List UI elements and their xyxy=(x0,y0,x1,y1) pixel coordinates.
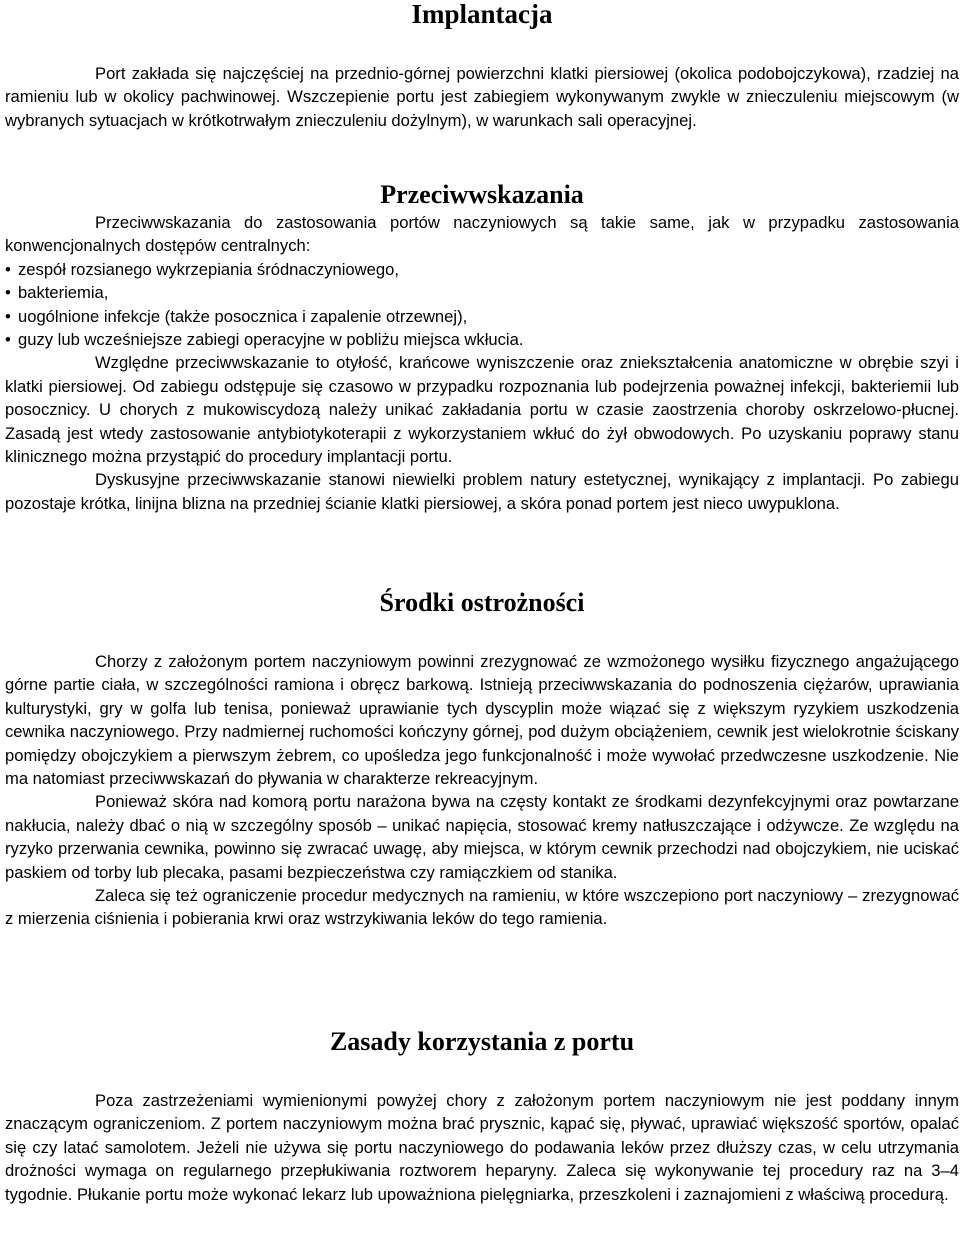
bullet-icon: • xyxy=(5,259,11,279)
list-item xyxy=(5,328,959,351)
list-item xyxy=(5,281,959,304)
contraindications-heading: Przeciwwskazania xyxy=(380,180,584,209)
page-title: Implantacja xyxy=(411,0,553,29)
bullet-icon: • xyxy=(5,283,11,303)
bullet-icon: • xyxy=(5,330,11,350)
precautions-heading: Środki ostrożności xyxy=(379,588,585,617)
debatable-contraindication-paragraph: Dyskusyjne przeciwwskazanie stanowi niewielki problem natury estetycznej, wynikający z implantacji. Po zabiegu pozostaje krótka, linijna blizna na przedniej ścianie klatki piersiowej, a skóra ponad portem jest nieco uwypuklona. xyxy=(5,470,959,513)
list-item-text: zespół rozsianego wykrzepiania śródnaczyniowego, xyxy=(18,259,399,279)
precautions-paragraph-2: Ponieważ skóra nad komorą portu narażona bywa na częsty kontakt ze środkami dezynfekcyjnymi oraz powtarzane nakłucia, należy dbać o nią w szczególny sposób – unikać napięcia, stosować kremy natłuszczające i odżywcze. Ze względu na ryzyko przerwania cewnika, powinno się zwracać uwagę, aby miejsca, w którym cewnik przechodzi nad obojczykiem, nie uciskać paskiem od torby lub plecaka, pasami bezpieczeństwa czy ramiączkiem od stanika. xyxy=(5,792,959,882)
precautions-paragraph-3: Zaleca się też ograniczenie procedur medycznych na ramieniu, w które wszczepiono port naczyniowy – zrezygnować z mierzenia ciśnienia i pobierania krwi oraz wstrzykiwania leków do tego ramienia. xyxy=(5,886,959,929)
list-item xyxy=(5,258,959,281)
list-item-text: bakteriemia, xyxy=(18,283,109,303)
implantation-paragraph: Port zakłada się najczęściej na przednio-górnej powierzchni klatki piersiowej (okolica podobojczykowa), rzadziej na ramieniu lub w okolicy pachwinowej. Wszczepienie portu jest zabiegiem wykonywanym zwykle w znieczuleniu miejscowym (w wybranych sytuacjach w krótkotrwałym znieczuleniu dożylnym), w warunkach sali operacyjnej. xyxy=(5,64,959,130)
contraindications-section xyxy=(5,211,959,515)
usage-rules-heading: Zasady korzystania z portu xyxy=(329,1027,635,1056)
implantation-section xyxy=(5,62,959,132)
contraindications-intro: Przeciwwskazania do zastosowania portów naczyniowych są takie same, jak w przypadku zastosowania konwencjonalnych dostępów centralnych: xyxy=(5,213,959,256)
precautions-section xyxy=(5,650,959,931)
list-item xyxy=(5,305,959,328)
contraindications-list xyxy=(5,258,959,352)
precautions-paragraph-1: Chorzy z założonym portem naczyniowym powinni zrezygnować ze wzmożonego wysiłku fizycznego angażującego górne partie ciała, w szczególności ramiona i obręcz barkową. Istnieją przeciwwskazania do podnoszenia ciężarów, uprawiania kulturystyki, gry w golfa lub tenisa, ponieważ uprawianie tych dyscyplin może wiązać się z większym ryzykiem uszkodzenia cewnika naczyniowego. Przy nadmiernej ruchomości kończyny górnej, pod dużym obciążeniem, cewnik jest wielokrotnie ściskany pomiędzy obojczykiem a pierwszym żebrem, co upośledza jego funkcjonalność i może wywołać przedwczesne uszkodzenie. Nie ma natomiast przeciwwskazań do pływania w charakterze rekreacyjnym. xyxy=(5,652,959,789)
list-item-text: guzy lub wcześniejsze zabiegi operacyjne w pobliżu miejsca wkłucia. xyxy=(18,330,524,350)
bullet-icon: • xyxy=(5,306,11,326)
usage-rules-paragraph: Poza zastrzeżeniami wymienionymi powyżej chory z założonym portem naczyniowym nie jest poddany innym znaczącym ograniczeniom. Z portem naczyniowym można brać prysznic, kąpać się, pływać, uprawiać większość sportów, opalać się czy latać samolotem. Jeżeli nie używa się portu naczyniowego do podawania leków przez dłuższy czas, w celu utrzymania drożności wymaga on regularnego przepłukiwania roztworem heparyny. Zaleca się wykonywanie tej procedury raz na 3–4 tygodnie. Płukanie portu może wykonać lekarz lub upoważniona pielęgniarka, przeszkoleni i zaznajomieni z właściwą procedurą. xyxy=(5,1091,959,1204)
usage-rules-section xyxy=(5,1089,959,1206)
relative-contraindications-paragraph: Względne przeciwwskazanie to otyłość, krańcowe wyniszczenie oraz zniekształcenia anatomiczne w obrębie szyi i klatki piersiowej. Od zabiegu odstępuje się czasowo w przypadku rozpoznania lub podejrzenia poważnej infekcji, bakteriemii lub posocznicy. U chorych z mukowiscydozą należy unikać zakładania portu w czasie zaostrzenia choroby oskrzelowo-płucnej. Zasadą jest wtedy zastosowanie antybiotykoterapii z wykorzystaniem wkłuć do żył obwodowych. Po uzyskaniu poprawy stanu klinicznego można przystąpić do procedury implantacji portu. xyxy=(5,353,959,467)
list-item-text: uogólnione infekcje (także posocznica i zapalenie otrzewnej), xyxy=(18,306,468,326)
